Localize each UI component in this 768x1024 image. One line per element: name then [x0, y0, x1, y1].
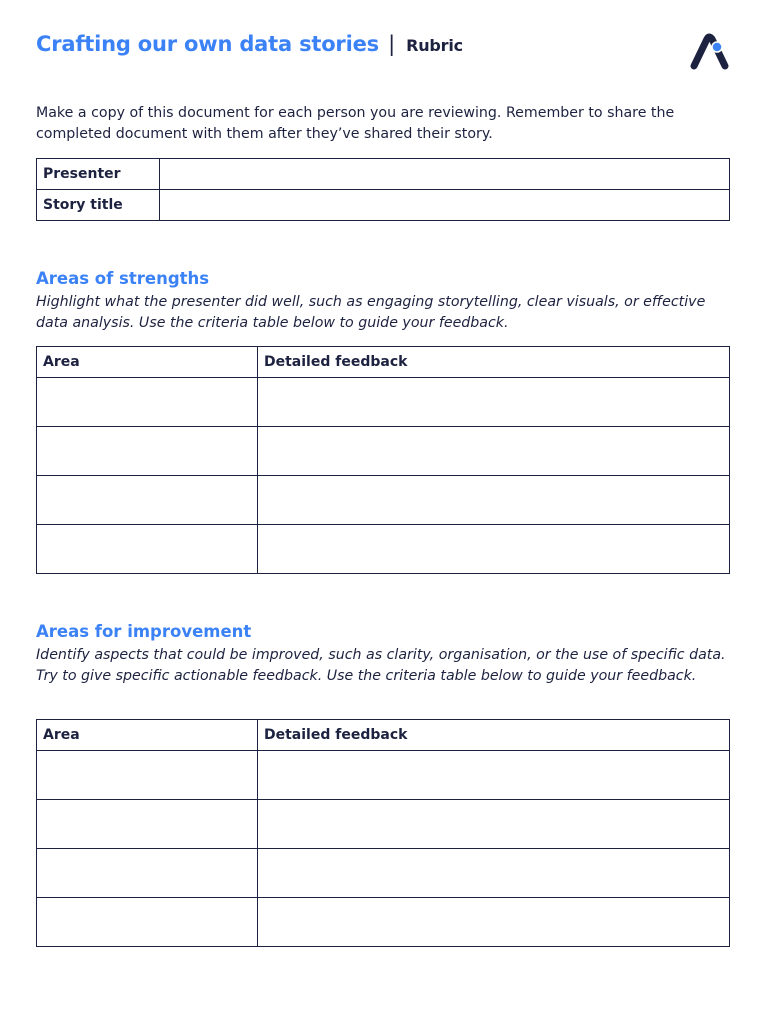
presenter-field[interactable]	[160, 159, 730, 190]
strengths-heading: Areas of strengths	[36, 269, 210, 288]
table-header-row	[37, 720, 730, 751]
area-cell[interactable]	[37, 427, 258, 476]
title-separator: |	[388, 32, 395, 56]
story-title-field[interactable]	[160, 190, 730, 221]
page-title	[36, 32, 463, 56]
table-header-row	[37, 347, 730, 378]
strengths-table	[36, 346, 730, 574]
table-row	[37, 378, 730, 427]
intro-paragraph: Make a copy of this document for each person you are reviewing. Remember to share the completed document with them after they’ve shared their story.	[36, 105, 675, 142]
area-cell[interactable]	[37, 898, 258, 947]
table-row	[37, 751, 730, 800]
table-row	[37, 849, 730, 898]
table-row	[37, 898, 730, 947]
feedback-cell[interactable]	[258, 378, 730, 427]
area-cell[interactable]	[37, 525, 258, 574]
area-cell[interactable]	[37, 378, 258, 427]
table-row	[37, 190, 730, 221]
presenter-info-table	[36, 158, 730, 221]
feedback-cell[interactable]	[258, 849, 730, 898]
feedback-cell[interactable]	[258, 476, 730, 525]
column-header-feedback: Detailed feedback	[258, 720, 730, 751]
feedback-cell[interactable]	[258, 751, 730, 800]
strengths-description: Highlight what the presenter did well, such as engaging storytelling, clear visuals, or effective data analysis. Use the criteria table below to guide your feedback.	[36, 294, 706, 331]
area-cell[interactable]	[37, 849, 258, 898]
feedback-cell[interactable]	[258, 525, 730, 574]
area-cell[interactable]	[37, 476, 258, 525]
story-title-label: Story title	[37, 190, 160, 221]
area-cell[interactable]	[37, 751, 258, 800]
title-text: Crafting our own data stories	[36, 32, 379, 56]
table-row	[37, 476, 730, 525]
academy-logo-icon	[688, 32, 732, 72]
table-row	[37, 427, 730, 476]
page-subtitle: Rubric	[406, 36, 463, 55]
improvement-table	[36, 719, 730, 947]
improvement-heading: Areas for improvement	[36, 622, 252, 641]
table-row	[37, 525, 730, 574]
feedback-cell[interactable]	[258, 427, 730, 476]
area-cell[interactable]	[37, 800, 258, 849]
document-header	[36, 32, 732, 72]
feedback-cell[interactable]	[258, 800, 730, 849]
table-row	[37, 159, 730, 190]
column-header-feedback: Detailed feedback	[258, 347, 730, 378]
feedback-cell[interactable]	[258, 898, 730, 947]
column-header-area: Area	[37, 347, 258, 378]
table-row	[37, 800, 730, 849]
presenter-label: Presenter	[37, 159, 160, 190]
column-header-area: Area	[37, 720, 258, 751]
improvement-description: Identify aspects that could be improved, such as clarity, organisation, or the use of specific data. Try to give specific actionable feedback. Use the criteria table below to guide your feedback.	[36, 647, 726, 684]
